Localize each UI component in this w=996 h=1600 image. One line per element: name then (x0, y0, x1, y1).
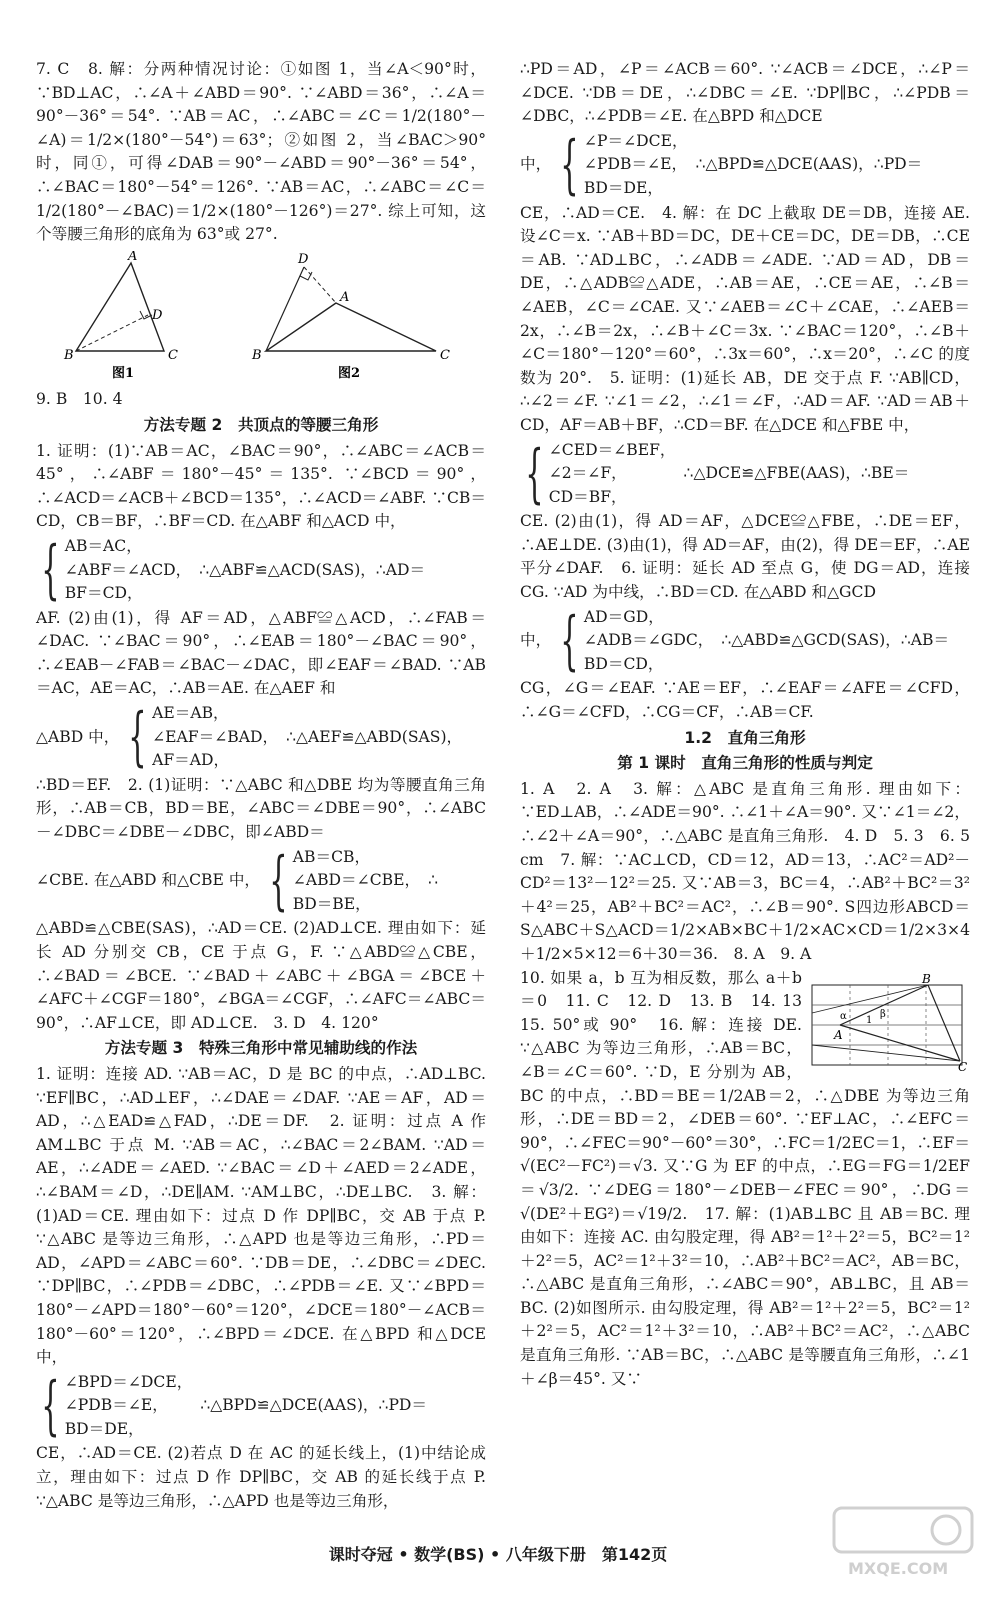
brace-symbol: { (41, 533, 60, 608)
brace-conclusion: ∴△ABF≌△ACD(SAS)，∴AD＝ (199, 560, 426, 579)
grid-label-b: B (922, 972, 931, 986)
brace-line: CD＝BF， (548, 487, 627, 506)
proof-method3-end: CE，∴AD＝CE. (2)若点 D 在 AC 的延长线上，(1)中结论成立，理由如下：过点 D 作 DP∥BC，交 AB 的延长线于点 P. ∵△ABC 是等边三角形，∴△APD 也是等边三角形， (36, 1444, 486, 1510)
fig2-label-a: A (340, 289, 350, 305)
proof-2-part1: ∴BD＝EF. 2. (1)证明：∵△ABC 和△DBE 均为等腰直角三角形，∴AB＝CB，BD＝BE，∠ABC＝∠DBE＝90°，∴∠ABC－∠DBC＝∠DBE－∠DBC，即∠ABD＝ (36, 775, 486, 842)
fig2-caption: 图2 (338, 365, 361, 381)
brace-system-1 (36, 535, 486, 606)
brace-line: ∠ADB＝∠GDC， (583, 631, 714, 650)
brace-symbol: { (560, 604, 579, 679)
fig2-label-c: C (440, 347, 450, 363)
proof-1-part2: AF. (2)由(1)，得 AF＝AD，△ABF≌△ACD，∴∠FAB＝∠DAC. ∵∠BAC＝90°，∴∠EAB＝180°－∠BAC＝90°，∴∠EAB－∠FAB＝∠BAC－∠DAC，即∠EAF＝∠BAD. ∵AB＝AC，AE＝AC，∴AB＝AE. 在△AEF 和 (36, 608, 486, 698)
grid-figure (810, 973, 970, 1071)
brace-symbol: { (41, 1369, 60, 1444)
answer-9-10: 9. B 10. 4 (36, 390, 123, 409)
grid-label-c: C (958, 1059, 968, 1071)
brace-conclusion: ∴△BPD≌△DCE(AAS)，∴PD＝ (695, 155, 923, 174)
fig1-label-c: C (168, 347, 178, 363)
brace-line: BD＝CD， (583, 654, 664, 673)
brace-line: AB＝CB， (292, 847, 371, 866)
lesson-heading: 第 1 课时 直角三角形的性质与判定 (617, 754, 873, 773)
brace-line: AF＝AD， (152, 751, 230, 770)
brace-lead: △ABD 中， (36, 727, 120, 746)
answers-4-5: CE，∴AD＝CE. 4. 解：在 DC 上截取 DE＝DB，连接 AE. 设∠C＝x. ∵AB＋BD＝DC，DE＋CE＝DC，DE＝DB，∴CE＝AB. ∵AD⊥BC，∴∠ADB＝∠ADE. ∵AD＝AD，DB＝DE，∴△ADB≌△ADE，∴AB＝AE，∴CE＝AE，∴∠B＝∠AEB，∠C＝∠CAE. 又∵∠AEB＝∠C＋∠CAE，∴∠AEB＝2x，∴∠B＝2x，∴∠B＋∠C＝3x. ∵∠BAC＝120°，∴∠B＋∠C＝180°－120°＝60°，∴3x＝60°，∴x＝20°，∴∠C 的度数为 20°. 5. 证明：(1)延长 AB，DE 交于点 F. ∵AB∥CD，∴∠2＝∠F. ∵∠1＝∠2，∴∠1＝∠F，∴AD＝AF. ∵AD＝AB＋CD，AF＝AB＋BF，∴CD＝BF. 在△DCE 和△FBE 中， (520, 203, 970, 434)
brace-line: ∠PDB＝∠E， (583, 155, 688, 174)
grid-label-1: 1 (866, 1014, 873, 1026)
left-column (36, 58, 486, 1513)
proof-1-part1: 1. 证明：(1)∵AB＝AC，∠BAC＝90°，∴∠ABC＝∠ACB＝45°，∴∠ABF＝180°－45°＝135°. ∵∠BCD＝90°，∴∠ACD＝∠ACB＋∠BCD＝135°，∴∠ACD＝∠ABF. ∵CB＝CD，CB＝BF，∴BF＝CD. 在△ABF 和△ACD 中， (36, 441, 486, 531)
brace-line: ∠ABD＝∠CBE， (292, 871, 421, 890)
watermark-text: MXQE.COM (848, 1559, 949, 1578)
brace-line: ∠BPD＝∠DCE， (64, 1372, 193, 1391)
section-heading-method-3: 方法专题 3 特殊三角形中常见辅助线的作法 (104, 1039, 418, 1058)
brace-line: ∠PDB＝∠E， (64, 1396, 168, 1415)
brace-system-2 (36, 702, 486, 773)
section-heading-method-2: 方法专题 2 共顶点的等腰三角形 (143, 415, 379, 434)
brace-conclusion: ∴△BPD≌△DCE(AAS)，∴PD＝ (200, 1396, 428, 1415)
brace-lead: 中， (520, 155, 552, 174)
fig1-label-d: D (152, 307, 163, 323)
page-footer: 课时夺冠 • 数学(BS) • 八年级下册 第142页 (328, 1545, 668, 1564)
answers-10-17: 10. 如果 a，b 互为相反数，那么 a＋b＝0 11. C 12. D 13. B 14. 13 15. 50°或 90° 16. 解：连接 DE. ∵△ABC 为等边三角形，∴AB＝BC，∠B＝∠C＝60°. ∵D，E 分别为 AB，BC 的中点，∴BD＝BE＝1/2AB＝2，∴△DBE 为等边三角形，∴DE＝BD＝2，∠DEB＝60°. ∵EF⊥AC，∴∠EFC＝90°，∴∠FEC＝90°－60°＝30°，∴FC＝1/2EC＝1，∴EF＝√(EC²－FC²)＝√3. 又∵G 为 EF 的中点，∴EG＝FG＝1/2EF＝√3/2. ∵∠DEG＝180°－∠DEB－∠FEC＝90°，∴DG＝√(DE²＋EG²)＝√19/2. 17. 解：(1)AB⊥BC 且 AB＝BC. 理由如下：连接 AC. 由勾股定理，得 AB²＝1²＋2²＝5，BC²＝1²＋2²＝5，AC²＝1²＋3²＝10，∴AB²＋BC²＝AC²，AB＝BC，∴△ABC 是直角三角形，∴∠ABC＝90°，AB⊥BC，且 AB＝BC. (2)如图所示. 由勾股定理，得 AB²＝1²＋2²＝5，BC²＝1²＋2²＝5，AC²＝1²＋3²＝10，∴AB²＋BC²＝AC²，∴△ABC 是直角三角形. ∵AB＝BC，∴△ABC 是等腰直角三角形，∴∠1＋∠β＝45°. 又∵ (520, 968, 970, 1388)
brace-line: ∠EAF＝∠BAD， (152, 727, 279, 746)
fig1-caption: 图1 (112, 365, 135, 381)
fig2-label-d: D (298, 251, 309, 267)
brace-line: ∠CED＝∠BEF， (548, 440, 676, 459)
brace-conclusion: ∴△ABD≌△GCD(SAS)，∴AB＝ (721, 631, 950, 650)
brace-symbol: { (269, 844, 288, 919)
brace-lead: ∠CBE. 在△ABD 和△CBE 中， (36, 871, 261, 890)
brace-system-3 (36, 846, 486, 917)
fig1-label-b: B (64, 347, 74, 363)
brace-conclusion: ∴△AEF≌△ABD(SAS)， (286, 727, 463, 746)
brace-line: AB＝AC， (64, 536, 142, 555)
grid-label-beta: β (880, 1008, 886, 1020)
right-column (520, 58, 970, 1391)
answer-7-8: 7. C 8. 解：分两种情况讨论：①如图 1，当∠A＜90°时，∵BD⊥AC，∴∠A＋∠ABD＝90°. ∵∠ABD＝36°，∴∠A＝90°－36°＝54°. ∵AB＝AC，∴∠ABC＝∠C＝1/2(180°－∠A)＝1/2×(180°－54°)＝63°；②如图 2，当∠BAC＞90°时，同①，可得∠DAB＝90°－∠ABD＝90°－36°＝54°，∴∠BAC＝180°－54°＝126°. ∵AB＝AC，∴∠ABC＝∠C＝1/2(180°－∠BAC)＝1/2×(180°－126°)＝27°. 综上可知，这个等腰三角形的底角为 63°或 27°. (36, 60, 486, 244)
brace-system-7 (520, 606, 970, 677)
answer-6-end: CG，∠G＝∠EAF. ∵AE＝EF，∴∠EAF＝∠AFE＝∠CFD，∴∠G＝∠CFD，∴CG＝CF，∴AB＝CF. (520, 679, 970, 722)
brace-line: ∠ABF＝∠ACD， (64, 560, 192, 579)
brace-line: AD＝GD， (583, 607, 664, 626)
brace-line: BF＝CD， (64, 584, 143, 603)
brace-symbol: { (128, 700, 147, 775)
grid-label-alpha: α (840, 1010, 847, 1022)
brace-line: BD＝DE， (583, 178, 663, 197)
brace-system-5 (520, 130, 970, 201)
figures-1-2 (36, 251, 486, 389)
proof-2-part2: △ABD≌△CBE(SAS)，∴AD＝CE. (2)AD⊥CE. 理由如下：延长 AD 分别交 CB，CE 于点 G，F. ∵△ABD≌△CBE，∴∠BAD＝∠BCE. ∵∠BAD＋∠ABC＋∠BGA＝∠BCE＋∠AFC＋∠CGF＝180°，∠BGA＝∠CGF，∴∠AFC＝∠ABC＝90°，∴AF⊥CE，即 AD⊥CE. 3. D 4. 120° (36, 919, 486, 1032)
brace-lead: 中， (520, 631, 552, 650)
brace-symbol: { (560, 128, 579, 203)
fig1-label-a: A (128, 250, 138, 264)
brace-system-6 (520, 436, 970, 511)
brace-line: ∠2＝∠F， (548, 464, 627, 483)
proof-continued: ∴PD＝AD，∠P＝∠ACB＝60°. ∵∠ACB＝∠DCE，∴∠P＝∠DCE. ∵DB＝DE，∴∠DBC＝∠E. ∵DP∥BC，∴∠PDB＝∠DBC，∴∠PDB＝∠E. 在△BPD 和△DCE (520, 60, 970, 126)
proof-method3: 1. 证明：连接 AD. ∵AB＝AC，D 是 BC 的中点，∴AD⊥BC. ∵EF∥BC，∴AD⊥EF，∴∠DAE＝∠DAF. ∵AE＝AF，AD＝AD，∴△EAD≌△FAD，∴DE＝DF. 2. 证明：过点 A 作 AM⊥BC 于点 M. ∵AB＝AC，∴∠BAC＝2∠BAM. ∵AD＝AE，∴∠ADE＝∠AED. ∵∠BAC＝∠D＋∠AED＝2∠ADE，∴∠BAM＝∠D，∴DE∥AM. ∵AM⊥BC，∴DE⊥BC. 3. 解：(1)AD＝CE. 理由如下：过点 D 作 DP∥BC，交 AB 于点 P. ∵△ABC 是等边三角形，∴△APD 也是等边三角形，∴PD＝AD，∠APD＝∠ABC＝60°. ∵DB＝DE，∴∠DBC＝∠DEC. ∵DP∥BC，∴∠PDB＝∠DBC，∴∠PDB＝∠E. 又∵∠BPD＝180°－∠APD＝180°－60°＝120°，∠DCE＝180°－∠ACB＝180°－60°＝120°，∴∠BPD＝∠DCE. 在△BPD 和△DCE 中， (36, 1064, 486, 1367)
grid-label-a: A (834, 1027, 843, 1042)
site-watermark-logo (828, 1502, 978, 1582)
brace-line: BD＝DE， (64, 1419, 144, 1438)
answers-5-6: CE. (2)由(1)，得 AD＝AF，△DCE≌△FBE，∴DE＝EF，∴AE⊥DE. (3)由(1)，得 AD＝AF，由(2)，得 DE＝EF，∴AE 平分∠DAF. 6. 证明：延长 AD 至点 G，使 DG＝AD，连接 CG. ∵AD 为中线，∴BD＝CD. 在△ABD 和△GCD (520, 512, 970, 602)
brace-line: ∠P＝∠DCE， (583, 131, 688, 150)
section-heading-1-2: 1.2 直角三角形 (684, 728, 806, 747)
answers-1-9: 1. A 2. A 3. 解：△ABC 是直角三角形. 理由如下：∵ED⊥AB，∴∠ADE＝90°. ∴∠1＋∠A＝90°. 又∵∠1＝∠2，∴∠2＋∠A＝90°，∴△ABC 是直角三角形. 4. D 5. 3 6. 5 cm 7. 解：∵AC⊥CD，CD＝12，AD＝13，∴AC²＝AD²－CD²＝13²－12²＝25. 又∵AB＝3，BC＝4，∴AB²＋BC²＝3²＋4²＝25，AB²＋BC²＝AC²，∴∠B＝90°. S四边形ABCD＝S△ABC＋S△ACD＝1/2×AB×BC＋1/2×AC×CD＝1/2×3×4＋1/2×5×12＝6＋30＝36. 8. A 9. A (520, 779, 970, 963)
brace-line: BD＝BE， (292, 894, 371, 913)
fig2-label-b: B (252, 347, 262, 363)
brace-line: AE＝AB， (152, 704, 229, 723)
brace-system-4 (36, 1371, 486, 1442)
brace-symbol: { (525, 436, 544, 511)
brace-conclusion: ∴△DCE≌△FBE(AAS)，∴BE＝ (683, 464, 910, 483)
brace-conclusion: ∴ (428, 871, 438, 890)
triangle-figures (36, 251, 486, 381)
